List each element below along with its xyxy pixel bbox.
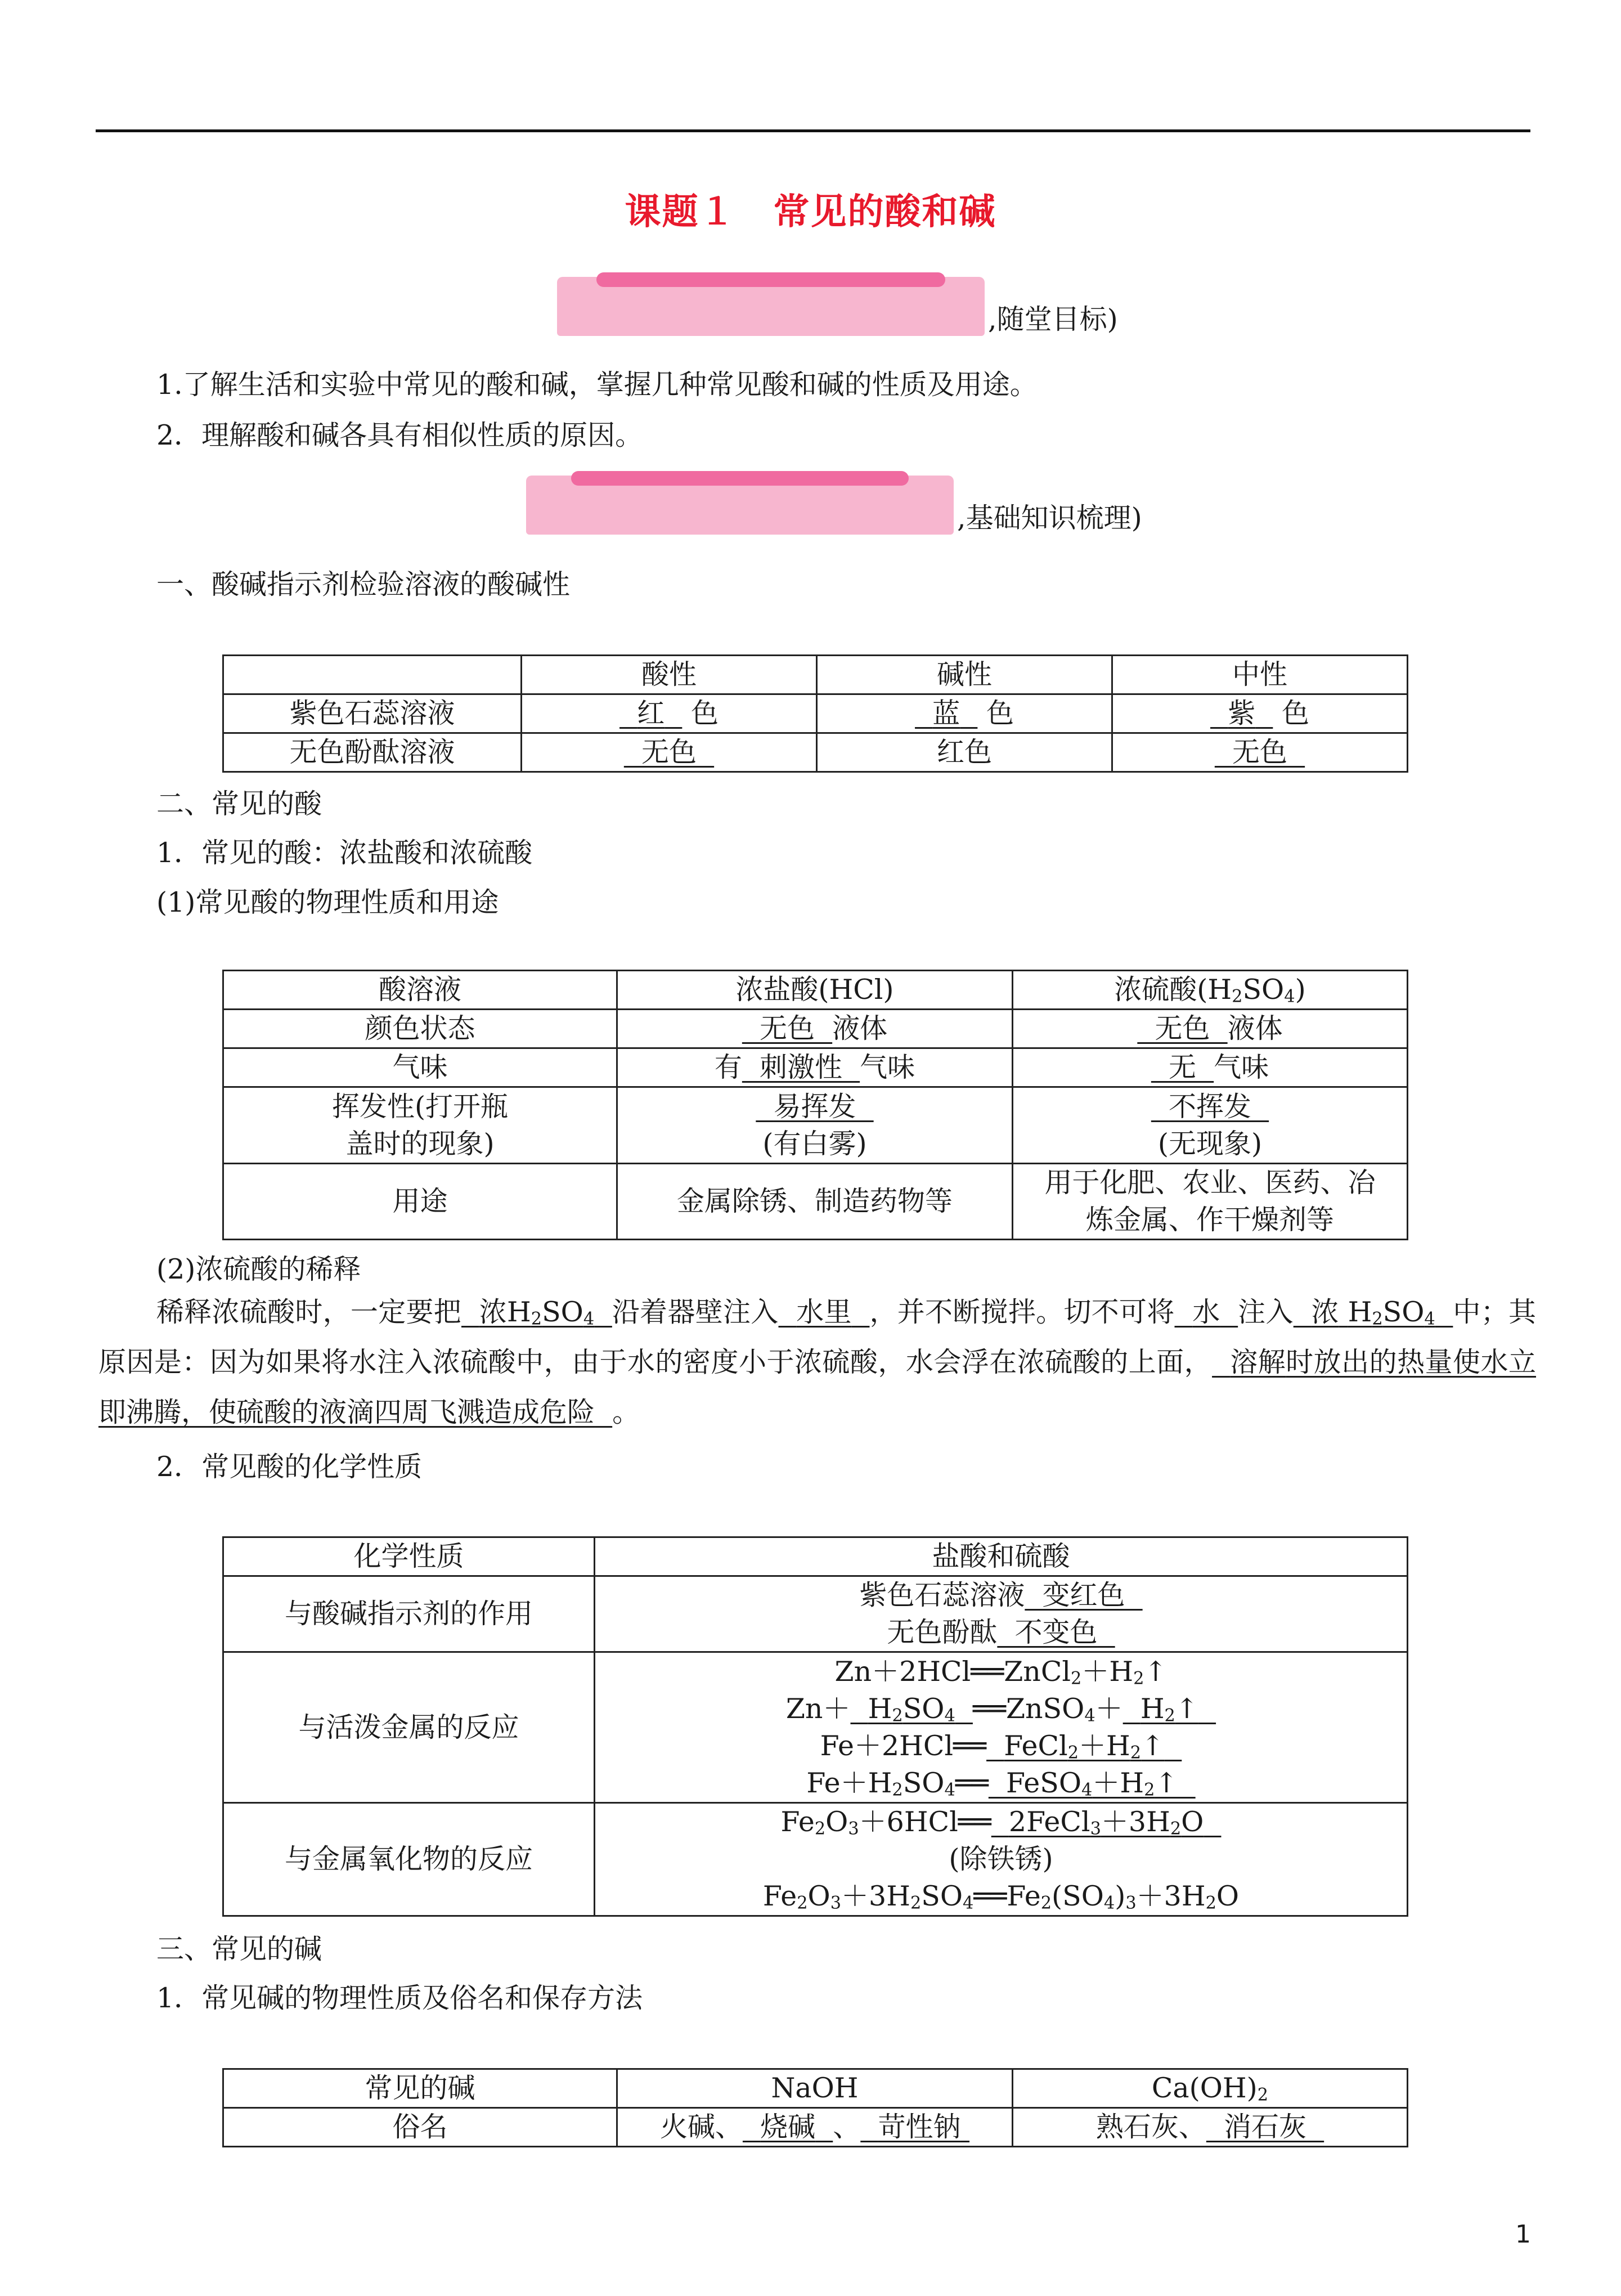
row-label: 俗名: [223, 2108, 617, 2147]
table-cell: 蓝 色: [817, 694, 1112, 733]
table-cell: 火碱、 烧碱 、 苛性钠: [617, 2108, 1013, 2147]
table-header: 酸性: [522, 656, 817, 694]
table-header: NaOH: [617, 2069, 1013, 2108]
banner-label: ,随堂目标): [988, 303, 1118, 335]
table-cell: 红 色: [522, 694, 817, 733]
row-label: 与金属氧化物的反应: [223, 1803, 595, 1916]
acid-chemical-table: [222, 1536, 1408, 1917]
row-label: 紫色石蕊溶液: [223, 694, 522, 733]
subsection-heading: 2．常见酸的化学性质: [156, 1451, 423, 1483]
table-header: 酸溶液: [223, 971, 617, 1010]
subsection-heading: (1)常见酸的物理性质和用途: [156, 886, 499, 918]
section-heading: 一、酸碱指示剂检验溶液的酸碱性: [156, 568, 571, 600]
banner-class-goals: [557, 277, 1118, 336]
acid-physical-table: [222, 970, 1408, 1240]
base-table: [222, 2068, 1408, 2147]
row-label: 与活泼金属的反应: [223, 1652, 595, 1803]
equation: $Fe_2O_3+6HCl══$ $2FeCl_3+3H_2O$: [780, 1806, 1204, 1839]
table-cell: 易挥发 (有白雾): [617, 1087, 1013, 1164]
subsection-heading: 1．常见的酸：浓盐酸和浓硫酸: [156, 837, 533, 869]
table-header: 浓盐酸(HCl): [617, 971, 1013, 1010]
equation: $Fe_2O_3+3H_2SO_4══Fe_2(SO_4)_3+3H_2O$: [762, 1880, 1240, 1913]
row-label: 无色酚酞溶液: [223, 733, 522, 772]
banner-knowledge: [526, 476, 1142, 535]
table-cell: 无色: [1112, 733, 1408, 772]
equation: $Zn+ H_2SO_4$ ══ZnSO$_4$＋ $H_2↑$: [785, 1692, 1198, 1725]
table-header: 浓硫酸$(H_2SO_4)$: [1013, 971, 1408, 1010]
table-cell: 红色: [817, 733, 1112, 772]
table-header: 化学性质: [223, 1537, 595, 1576]
page-title: 课题１ 常见的酸和碱: [625, 191, 996, 233]
table-cell: 无色 液体: [617, 1010, 1013, 1048]
subsection-heading: 1．常见碱的物理性质及俗名和保存方法: [156, 1982, 643, 2014]
row-label: 颜色状态: [223, 1010, 617, 1048]
table-cell: 熟石灰、 消石灰: [1013, 2108, 1408, 2147]
subsection-heading: (2)浓硫酸的稀释: [156, 1253, 361, 1285]
equation: Fe＋2HCl══ $FeCl_2+H_2↑$: [820, 1729, 1165, 1763]
table-header: 碱性: [817, 656, 1112, 694]
rust-note: (除铁锈): [949, 1843, 1053, 1875]
goal-1: 1.了解生活和实验中常见的酸和碱，掌握几种常见酸和碱的性质及用途。: [156, 369, 1038, 401]
table-cell: 不挥发 (无现象): [1013, 1087, 1408, 1164]
table-cell: 无色 液体: [1013, 1010, 1408, 1048]
row-label: 用途: [223, 1164, 617, 1240]
row-label: 与酸碱指示剂的作用: [223, 1576, 595, 1652]
table-cell: 用于化肥、农业、医药、冶 炼金属、作干燥剂等: [1013, 1164, 1408, 1240]
row-label: 气味: [223, 1048, 617, 1087]
section-heading: 二、常见的酸: [156, 788, 322, 820]
table-header: 盐酸和硫酸: [595, 1537, 1408, 1576]
table-cell: 紫 色: [1112, 694, 1408, 733]
top-rule: [96, 129, 1530, 132]
section-heading: 三、常见的碱: [156, 1933, 322, 1965]
goal-2: 2．理解酸和碱各具有相似性质的原因。: [156, 419, 643, 451]
dilution-paragraph: 稀释浓硫酸时，一定要把 浓$H_2SO_4$ 沿着器壁注入 水里 ，并不断搅拌。切不可将 水 注入 浓 $H_2SO_4$ 中；其原因是：因为如果将水注入浓硫酸中，由于水的密度小于浓硫酸，水会浮在浓硫酸的上面， 溶解时放出的热量使水立即沸腾，使硫酸的液滴四周飞溅造成危险 。: [98, 1296, 1536, 1428]
page-number: 1: [1515, 2220, 1531, 2249]
equation: $Fe+H_2SO_4══$ $FeSO_4+H_2↑$: [806, 1766, 1178, 1800]
banner-label: ,基础知识梳理): [957, 502, 1142, 534]
table-cell: 有 刺激性 气味: [617, 1048, 1013, 1087]
table-cell: 金属除锈、制造药物等: [617, 1164, 1013, 1240]
table-cell: [595, 1803, 1408, 1916]
equation: $Zn+2HCl══ZnCl_2+H_2↑$: [834, 1655, 1168, 1688]
table-cell: [595, 1652, 1408, 1803]
table-cell: 紫色石蕊溶液 变红色 无色酚酞 不变色: [595, 1576, 1408, 1652]
table-header: [223, 656, 522, 694]
table-cell: 无色: [522, 733, 817, 772]
indicator-table: [222, 654, 1408, 773]
table-header: 中性: [1112, 656, 1408, 694]
table-cell: 无 气味: [1013, 1048, 1408, 1087]
table-header: 常见的碱: [223, 2069, 617, 2108]
row-label: 挥发性(打开瓶 盖时的现象): [223, 1087, 617, 1164]
table-header: $Ca(OH)_2$: [1013, 2069, 1408, 2108]
